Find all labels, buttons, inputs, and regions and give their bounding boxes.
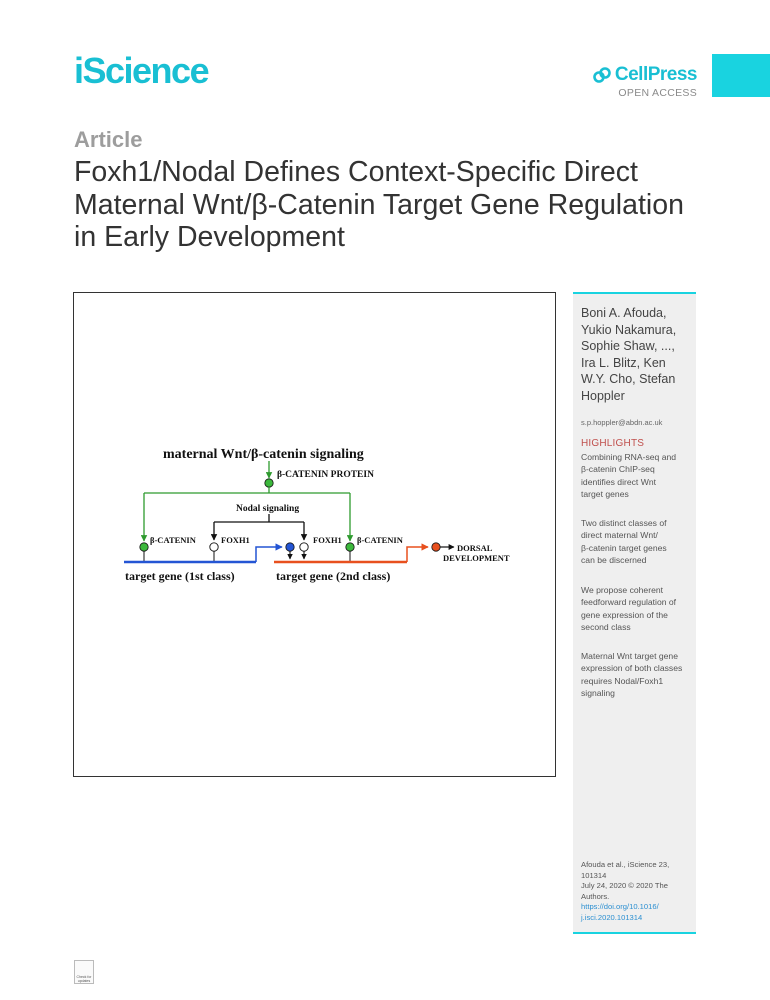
nodal-branch: [214, 514, 304, 522]
target-gene-1-label: target gene (1st class): [125, 569, 235, 583]
sidebar-top-rule: [573, 292, 696, 294]
target-gene-2-promoter-arrow: [407, 547, 428, 562]
graphical-abstract: [73, 292, 556, 777]
target-gene-1-product-node: [286, 543, 294, 551]
author-line: Ira L. Blitz, Ken: [581, 355, 666, 370]
doi-link[interactable]: https://doi.org/10.1016/ j.isci.2020.101314: [581, 902, 659, 922]
corresponding-email[interactable]: s.p.hoppler@abdn.ac.uk: [581, 418, 663, 427]
corner-accent: [712, 54, 770, 97]
target-gene-1-promoter-arrow: [256, 547, 282, 562]
beta-catenin-label-left: β-CATENIN: [150, 535, 196, 545]
development-label: DEVELOPMENT: [443, 553, 510, 563]
author-line: Sophie Shaw, ...,: [581, 339, 675, 353]
citation-line: 101314: [581, 870, 607, 880]
highlight-item: Maternal Wnt target gene expression of both classes requires Nodal/Foxh1 signaling: [581, 651, 683, 698]
beta-catenin-label-right: β-CATENIN: [357, 535, 403, 545]
foxh1-node-right: [300, 543, 308, 551]
dorsal-label: DORSAL: [457, 543, 493, 553]
citation-line: July 24, 2020 © 2020 The: [581, 881, 668, 891]
journal-name: iScience: [74, 50, 209, 91]
beta-catenin-protein-node: [265, 479, 273, 487]
protein-label: β-CATENIN PROTEIN: [277, 470, 374, 480]
highlight-item: Two distinct classes of direct maternal Wnt/ β-catenin target genes can be discerned: [581, 518, 667, 565]
cellpress-logo-icon: [593, 67, 611, 83]
article-type-label: Article: [74, 127, 143, 152]
foxh1-node-left: [210, 543, 218, 551]
target-gene-2-label: target gene (2nd class): [276, 569, 391, 583]
title-line: Foxh1/Nodal Defines Context-Specific Direct: [74, 156, 638, 188]
citation-block: [581, 860, 693, 924]
highlight-item: We propose coherent feedforward regulation of gene expression of the second class: [581, 585, 677, 632]
foxh1-label-right: FOXH1: [313, 535, 342, 545]
publisher-name: CellPress: [614, 64, 697, 85]
check-for-updates-badge[interactable]: Check for updates: [74, 960, 94, 984]
beta-catenin-node-left: [140, 543, 148, 551]
article-title: [74, 156, 714, 254]
nodal-label: Nodal signaling: [236, 504, 300, 514]
open-access-label: OPEN ACCESS: [618, 87, 697, 99]
sidebar-bottom-rule: [573, 932, 696, 934]
graphical-abstract-diagram: [74, 293, 555, 776]
beta-catenin-branch: [144, 487, 350, 493]
author-line: Yukio Nakamura,: [581, 322, 677, 337]
author-list: [581, 305, 691, 404]
title-line: in Early Development: [74, 221, 345, 253]
title-line: Maternal Wnt/β-Catenin Target Gene Regulation: [74, 188, 684, 221]
foxh1-label-left: FOXH1: [221, 535, 250, 545]
highlights-heading: HIGHLIGHTS: [581, 438, 645, 449]
author-line: Hoppler: [581, 388, 625, 403]
highlight-item: Combining RNA-seq and β-catenin ChIP-seq identifies direct Wnt target genes: [581, 452, 677, 499]
author-line: Boni A. Afouda,: [581, 306, 667, 320]
citation-line: Authors.: [581, 891, 610, 901]
target-gene-2-product-node: [432, 543, 440, 551]
publisher-logo: [590, 64, 697, 99]
diagram-title: maternal Wnt/β-catenin signaling: [163, 447, 364, 462]
author-line: W.Y. Cho, Stefan: [581, 372, 676, 386]
citation-line: Afouda et al., iScience 23,: [581, 860, 670, 869]
beta-catenin-node-right: [346, 543, 354, 551]
